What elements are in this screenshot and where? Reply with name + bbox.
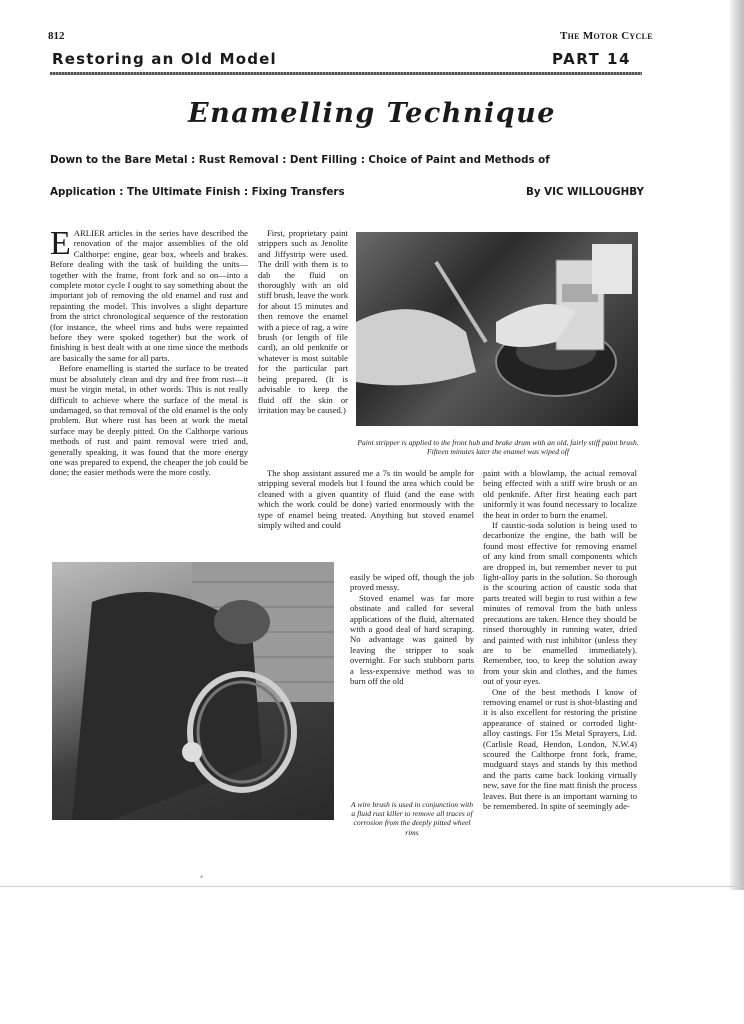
column-2 — [258, 228, 348, 415]
page-edge-shadow — [730, 0, 744, 890]
part-number: PART 14 — [552, 50, 631, 68]
series-title: Restoring an Old Model — [52, 50, 277, 68]
photo-paint-stripper-hub — [356, 232, 638, 426]
column-4 — [483, 468, 637, 811]
paragraph-text: ARLIER articles in the series have described the renovation of the major assemblies of the old Calthorpe: engine, gear box, wheels and brakes. Before dealing with the task of building the units—together with the frame, front fork and so on—into a complete motor cycle I ought to say something about the important job of removing the old enamel and rust and repainting the model. This involves a slight departure from the strict chronological sequence of the restoration (for instance, the wheel rims and hubs were repainted before they were spoked together) but the work of finishing is best dealt with at one time since the methods are basically the same for all parts. — [50, 228, 248, 363]
header-rule — [50, 72, 642, 75]
article-title: Enamelling Technique — [188, 98, 556, 129]
paragraph: The shop assistant assured me a 7s tin would be ample for stripping several models but I found the area which could be cleaned with a given quantity of fluid (and the ease with which the work could be done) varied enormously with the type of enamel being treated. Anything but stoved enamel simply wilted and could — [258, 468, 474, 531]
paragraph: easily be wiped off, though the job proved messy. — [350, 572, 474, 593]
column-1 — [50, 225, 248, 478]
page-speck: • — [200, 872, 204, 882]
caption-photo-1: Paint stripper is applied to the front hub and brake drum with an old, fairly stiff paint brush. Fifteen minutes later the enamel was wiped off — [357, 438, 639, 457]
page-number: 812 — [48, 30, 65, 42]
page-bottom-edge — [0, 886, 744, 887]
paragraph: Stoved enamel was far more obstinate and called for several applications of the fluid, alternated with a good deal of hard scraping. No advantage was gained by leaving the stripper to soak overnight. For such stubborn parts a less-expensive method was to burn off the old — [350, 592, 474, 687]
column-3 — [350, 572, 474, 686]
subtitle-line-2 — [50, 186, 644, 198]
subtitle-line-1: Down to the Bare Metal : Rust Removal : Dent Filling : Choice of Paint and Methods of — [50, 154, 550, 166]
photo-illustration — [356, 232, 638, 426]
paragraph: Before enamelling is started the surface to be treated must be absolutely clean and dry and free from rust—it must be virgin metal, in other words. This is not really difficult to achieve where the surface of the metal is undamaged, so that removal of the old enamel is the only problem. But where rust has been at work the metal surface may be deeply pitted. On the Calthorpe various methods of rust and paint removal were tried and, generally speaking, it was found that the more energy one was prepared to expend, the cheaper the job could be done; the easier methods were the more costly. — [50, 363, 248, 478]
caption-photo-2: A wire brush is used in conjunction with a fluid rust killer to remove all traces of corrosion from the deeply pitted wheel rims — [350, 800, 474, 837]
running-head: The Motor Cycle — [560, 30, 653, 42]
column-2-wide — [258, 468, 474, 530]
byline: By VIC WILLOUGHBY — [526, 186, 644, 198]
paragraph: First, proprietary paint strippers such as Jenolite and Jiffystrip were used. The drill with them is to dab the fluid on thoroughly with an old stiff brush, leave the work for about 15 minutes and then remove the enamel with a piece of rag, a wire brush (or length of file card), an old penknife or whatever is most suitable for the particular part being prepared. (It is advisable to keep the fluid off the skin or irritation may be caused.) — [258, 228, 348, 415]
photo-wire-brush-rim — [52, 562, 334, 820]
paragraph: paint with a blowlamp, the actual removal being effected with a stiff wire brush or an old penknife. After first heating each part uniformly it was found necessary to localize the heat in order to burn the enamel. — [483, 468, 637, 520]
paragraph: One of the best methods I know of removing enamel or rust is shot-blasting and it is also excellent for restoring the pristine appearance of stained or corroded light-alloy castings. For 15s Metal Sprayers, Ltd. (Carlisle Road, Hendon, London, N.W.4) scoured the Calthorpe front fork, frame, mudguard stays and stands by this method and the parts came back looking virtually new, save for the fine matt finish the process leaves. But there is an important warning to be remembered. In spite of seemingly ade- — [483, 686, 637, 811]
paragraph — [50, 225, 248, 363]
drop-cap: E — [50, 225, 71, 262]
photo-illustration — [52, 562, 334, 820]
subtitle-line-2-text: Application : The Ultimate Finish : Fixing Transfers — [50, 186, 345, 198]
paragraph: If caustic-soda solution is being used to decarbonize the engine, the bath will be found most effective for removing enamel of any kind from small components which are dropped in, but remember never to put light-alloy parts in the solution. So thorough is the scouring action of caustic soda that parts treated will begin to rust within a few minutes of removal from the bath unless precautions are taken. Hence they should be rinsed thoroughly in running water, dried and painted with rust inhibitor (unless they are to be enamelled immediately). Remember, too, to keep the solution away from your skin and clothes, and the fumes out of your eyes. — [483, 520, 637, 687]
